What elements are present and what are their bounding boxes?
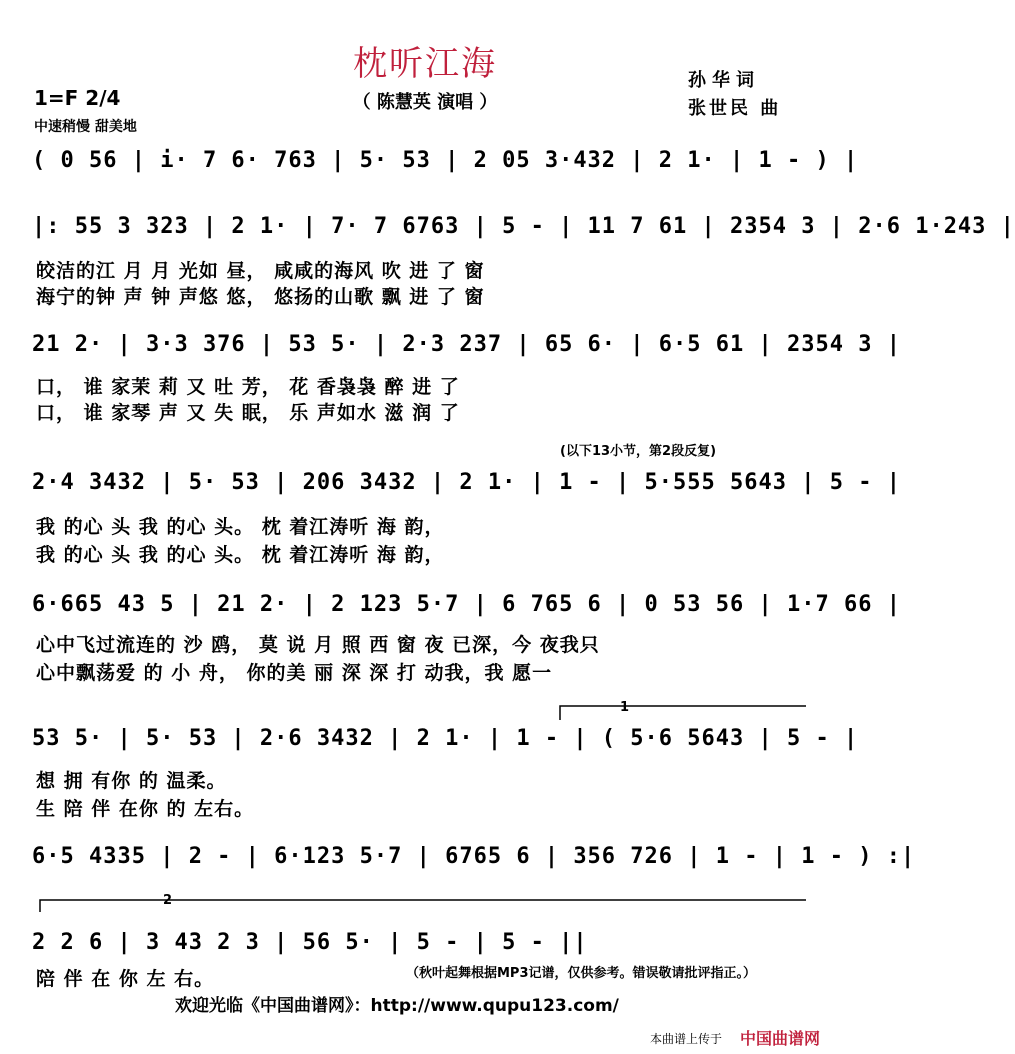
composer-credit: 张世民 曲 [688, 98, 782, 119]
score-line-7-notes: 6·5 4335 | 2 - | 6·123 5·7 | 6765 6 | 356 726 | 1 - | 1 - ) :| [32, 844, 916, 869]
score-line-2-notes: |: 55 3 323 | 2 1· | 7· 7 6763 | 5 - | 11 7 61 | 2354 3 | 2·6 1·243 | [32, 214, 1015, 239]
score-line-5-lyric-1: 心中飞过流连的 沙 鸥， 莫 说 月 照 西 窗 夜 已深，今 夜我只 [36, 634, 600, 656]
score-line-2-lyric-2: 海宁的钟 声 钟 声悠 悠， 悠扬的山歌 飘 进 了 窗 [36, 286, 485, 308]
score-line-8-notes: 2 2 6 | 3 43 2 3 | 56 5· | 5 - | 5 - || [32, 930, 588, 955]
page-title: 枕听江海 [353, 44, 497, 84]
upload-caption: 本曲谱上传于 [650, 1032, 723, 1046]
lyricist-credit: 孙华词 [688, 70, 760, 91]
site-logo: 中国曲谱网 [740, 1029, 821, 1048]
score-line-3-lyric-2: 口， 谁 家琴 声 又 失 眠， 乐 声如水 滋 润 了 [36, 402, 460, 424]
repeat-instruction: (以下13小节，第2段反复) [560, 444, 717, 459]
score-line-1-notes: ( 0 56 | i· 7 6· 763 | 5· 53 | 2 05 3·432 | 2 1· | 1 - ) | [32, 148, 859, 173]
score-line-4-lyric-1: 我 的心 头 我 的心 头。 枕 着江涛听 海 韵， [36, 516, 445, 538]
score-line-8-lyric: 陪 伴 在 你 左 右。 [36, 968, 215, 990]
transcription-footnote: （秋叶起舞根据MP3记谱，仅供参考。错误敬请批评指正。） [406, 966, 757, 981]
singer-credit: （ 陈慧英 演唱 ） [352, 92, 498, 113]
volta-2-number: 2 [163, 893, 173, 908]
score-line-3-notes: 21 2· | 3·3 376 | 53 5· | 2·3 237 | 65 6· | 6·5 61 | 2354 3 | [32, 332, 901, 357]
score-line-5-lyric-2: 心中飘荡爱 的 小 舟， 你的美 丽 深 深 打 动我，我 愿一 [36, 662, 553, 684]
score-line-6-lyric-2: 生 陪 伴 在你 的 左右。 [36, 798, 255, 820]
score-line-3-lyric-1: 口， 谁 家茉 莉 又 吐 芳， 花 香袅袅 醉 进 了 [36, 376, 460, 398]
score-line-6-lyric-1: 想 拥 有你 的 温柔。 [36, 770, 227, 792]
score-line-2-lyric-1: 皎洁的江 月 月 光如 昼， 咸咸的海风 吹 进 了 窗 [36, 260, 485, 282]
score-line-5-notes: 6·665 43 5 | 21 2· | 2 123 5·7 | 6 765 6 | 0 53 56 | 1·7 66 | [32, 592, 901, 617]
site-footer-link[interactable]: 欢迎光临《中国曲谱网》：http://www.qupu123.com/ [175, 996, 619, 1016]
score-line-4-lyric-2: 我 的心 头 我 的心 头。 枕 着江涛听 海 韵， [36, 544, 445, 566]
score-line-4-notes: 2·4 3432 | 5· 53 | 206 3432 | 2 1· | 1 - | 5·555 5643 | 5 - | [32, 470, 901, 495]
volta-1-number: 1 [620, 700, 630, 715]
key-signature: 1=F 2/4 [34, 86, 121, 110]
score-line-6-notes: 53 5· | 5· 53 | 2·6 3432 | 2 1· | 1 - | ( 5·6 5643 | 5 - | [32, 726, 859, 751]
tempo-marking: 中速稍慢 甜美地 [34, 119, 137, 135]
